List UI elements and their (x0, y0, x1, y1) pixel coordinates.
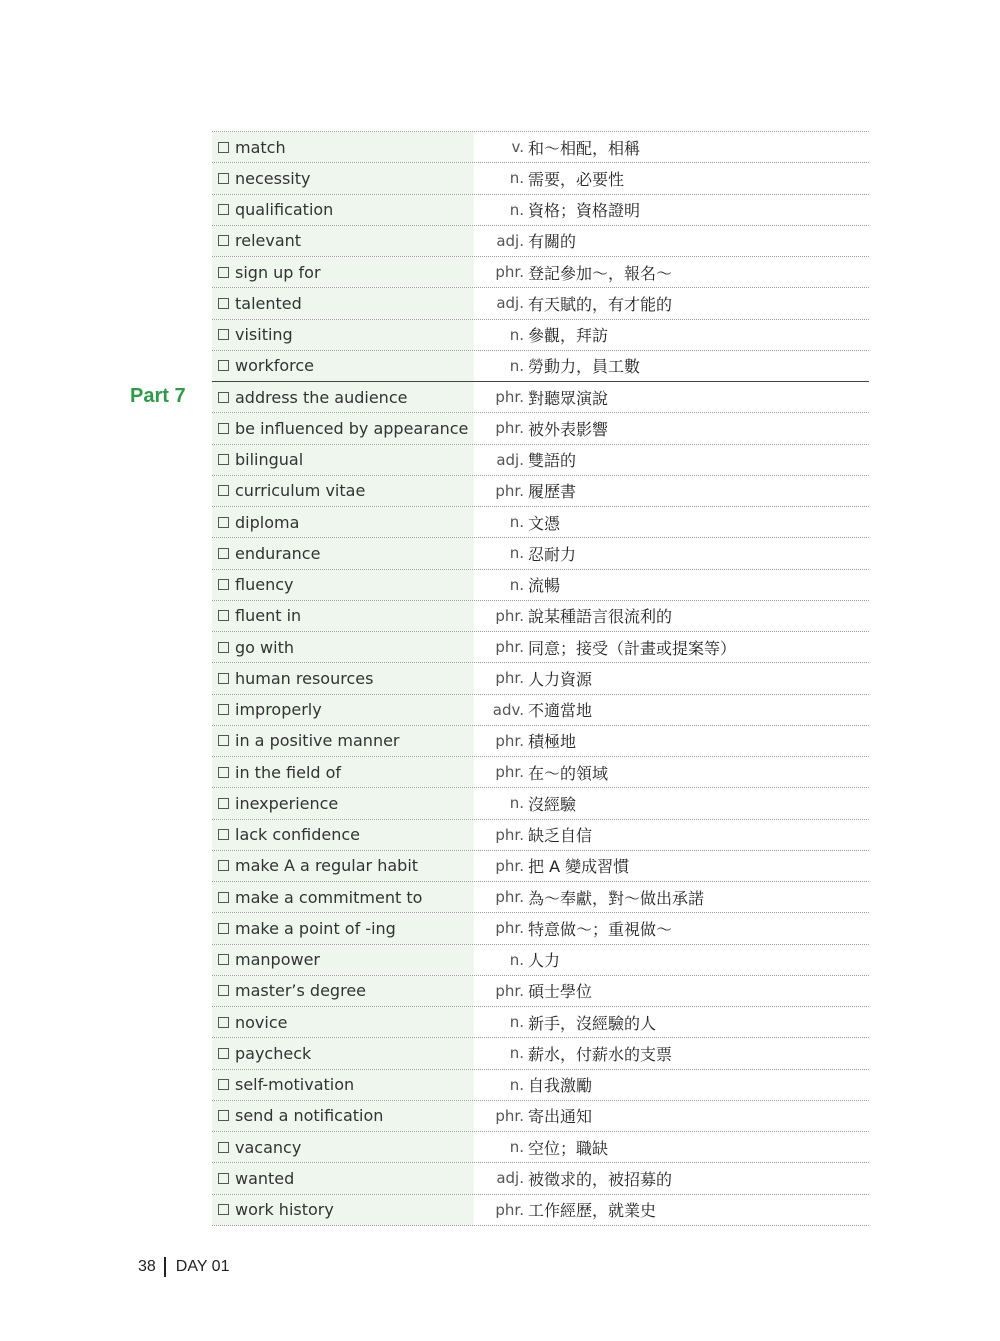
vocab-row (212, 726, 869, 757)
vocab-row (212, 351, 869, 382)
part-of-speech: phr. (495, 388, 524, 407)
term-cell (212, 882, 474, 912)
vocab-row (212, 1101, 869, 1132)
term-text: sign up for (235, 262, 321, 282)
term-cell (212, 163, 474, 193)
term-cell (212, 820, 474, 850)
checkbox-icon[interactable] (218, 298, 229, 309)
term-text: improperly (235, 700, 322, 720)
checkbox-icon[interactable] (218, 1173, 229, 1184)
term-cell (212, 1038, 474, 1068)
part-of-speech: phr. (495, 763, 524, 782)
definition: 雙語的 (528, 451, 577, 471)
definition: 把 A 變成習慣 (528, 857, 630, 877)
definition: 參觀，拜訪 (528, 326, 609, 346)
checkbox-icon[interactable] (218, 954, 229, 965)
part-of-speech: phr. (495, 1106, 524, 1125)
part-of-speech: n. (509, 1044, 524, 1063)
definition: 同意；接受（計畫或提案等） (528, 638, 737, 658)
vocab-row (212, 913, 869, 944)
definition: 履歷書 (528, 482, 577, 502)
term-cell (212, 976, 474, 1006)
vocab-row (212, 476, 869, 507)
definition: 積極地 (528, 732, 577, 752)
checkbox-icon[interactable] (218, 642, 229, 653)
vocab-row (212, 226, 869, 257)
footer-divider (164, 1257, 166, 1277)
term-text: in the field of (235, 762, 342, 782)
part-of-speech: n. (509, 1075, 524, 1094)
term-cell (212, 1163, 474, 1193)
term-text: human resources (235, 668, 374, 688)
part-of-speech: n. (509, 200, 524, 219)
term-text: send a notification (235, 1106, 384, 1126)
term-text: manpower (235, 950, 320, 970)
checkbox-icon[interactable] (218, 517, 229, 528)
part-of-speech: phr. (495, 981, 524, 1000)
definition: 忍耐力 (528, 544, 577, 564)
vocab-row (212, 632, 869, 663)
term-text: necessity (235, 168, 311, 188)
term-text: paycheck (235, 1043, 312, 1063)
term-text: work history (235, 1200, 334, 1220)
vocab-row (212, 945, 869, 976)
term-text: be influenced by appearance (235, 418, 469, 438)
definition: 有關的 (528, 232, 577, 252)
part-of-speech: n. (509, 1138, 524, 1157)
term-cell (212, 538, 474, 568)
checkbox-icon[interactable] (218, 1110, 229, 1121)
vocab-row (212, 976, 869, 1007)
checkbox-icon[interactable] (218, 579, 229, 590)
definition: 為～奉獻，對～做出承諾 (528, 888, 705, 908)
part-of-speech: phr. (495, 669, 524, 688)
part-of-speech: n. (509, 513, 524, 532)
checkbox-icon[interactable] (218, 767, 229, 778)
term-cell (212, 945, 474, 975)
vocab-row (212, 257, 869, 288)
definition: 說某種語言很流利的 (528, 607, 673, 627)
vocab-row (212, 195, 869, 226)
term-cell (212, 351, 474, 381)
term-text: novice (235, 1012, 288, 1032)
term-text: vacancy (235, 1137, 302, 1157)
vocab-row (212, 413, 869, 444)
checkbox-icon[interactable] (218, 454, 229, 465)
part-of-speech: adj. (496, 294, 524, 313)
term-cell (212, 1070, 474, 1100)
definition: 需要，必要性 (528, 169, 625, 189)
term-cell (212, 445, 474, 475)
part-of-speech: n. (509, 356, 524, 375)
term-cell (212, 788, 474, 818)
term-cell (212, 507, 474, 537)
definition: 被外表影響 (528, 419, 609, 439)
definition: 寄出通知 (528, 1107, 593, 1127)
part-of-speech: phr. (495, 263, 524, 282)
term-text: qualification (235, 200, 334, 220)
term-text: make a point of -ing (235, 918, 396, 938)
term-text: address the audience (235, 387, 408, 407)
term-cell (212, 320, 474, 350)
checkbox-icon[interactable] (218, 329, 229, 340)
vocab-row (212, 320, 869, 351)
checkbox-icon[interactable] (218, 173, 229, 184)
page-number: 38 (138, 1258, 156, 1275)
definition: 碩士學位 (528, 982, 593, 1002)
definition: 工作經歷，就業史 (528, 1201, 657, 1221)
vocab-row (212, 445, 869, 476)
checkbox-icon[interactable] (218, 548, 229, 559)
part-of-speech: n. (509, 794, 524, 813)
term-cell (212, 1007, 474, 1037)
checkbox-icon[interactable] (218, 392, 229, 403)
term-text: bilingual (235, 450, 304, 470)
checkbox-icon[interactable] (218, 1142, 229, 1153)
definition: 沒經驗 (528, 794, 577, 814)
checkbox-icon[interactable] (218, 860, 229, 871)
term-text: master’s degree (235, 981, 366, 1001)
part-of-speech: phr. (495, 606, 524, 625)
term-cell (212, 851, 474, 881)
definition: 文憑 (528, 513, 561, 533)
definition: 有天賦的，有才能的 (528, 294, 673, 314)
definition: 自我激勵 (528, 1076, 593, 1096)
term-cell (212, 382, 474, 412)
part-of-speech: n. (509, 325, 524, 344)
part-of-speech: n. (509, 950, 524, 969)
part-of-speech: phr. (495, 419, 524, 438)
checkbox-icon[interactable] (218, 610, 229, 621)
vocab-row (212, 1132, 869, 1163)
part-of-speech: n. (509, 544, 524, 563)
vocab-row (212, 757, 869, 788)
part-of-speech: v. (511, 138, 524, 157)
term-cell (212, 132, 474, 162)
term-text: diploma (235, 512, 300, 532)
definition: 流暢 (528, 576, 561, 596)
day-label: DAY 01 (175, 1258, 230, 1275)
term-text: relevant (235, 231, 302, 251)
term-cell (212, 1132, 474, 1162)
checkbox-icon[interactable] (218, 985, 229, 996)
definition: 被徵求的，被招募的 (528, 1169, 673, 1189)
term-cell (212, 226, 474, 256)
vocab-row (212, 507, 869, 538)
term-text: fluency (235, 575, 294, 595)
checkbox-icon[interactable] (218, 798, 229, 809)
checkbox-icon[interactable] (218, 1017, 229, 1028)
term-cell (212, 632, 474, 662)
part-of-speech: n. (509, 1013, 524, 1032)
checkbox-icon[interactable] (218, 267, 229, 278)
vocab-row (212, 1195, 869, 1226)
definition: 對聽眾演說 (528, 388, 609, 408)
term-cell (212, 726, 474, 756)
definition: 在～的領域 (528, 763, 609, 783)
checkbox-icon[interactable] (218, 235, 229, 246)
vocab-row (212, 820, 869, 851)
term-cell (212, 257, 474, 287)
definition: 特意做～；重視做～ (528, 919, 673, 939)
checkbox-icon[interactable] (218, 829, 229, 840)
term-cell (212, 1195, 474, 1225)
part-of-speech: phr. (495, 825, 524, 844)
checkbox-icon[interactable] (218, 142, 229, 153)
definition: 人力 (528, 951, 561, 971)
vocab-row (212, 601, 869, 632)
vocab-row (212, 570, 869, 601)
definition: 人力資源 (528, 669, 593, 689)
definition: 勞動力，員工數 (528, 357, 641, 377)
definition: 空位；職缺 (528, 1138, 609, 1158)
term-text: self-motivation (235, 1075, 355, 1095)
checkbox-icon[interactable] (218, 423, 229, 434)
vocab-row (212, 1163, 869, 1194)
part-of-speech: phr. (495, 638, 524, 657)
checkbox-icon[interactable] (218, 735, 229, 746)
checkbox-icon[interactable] (218, 485, 229, 496)
checkbox-icon[interactable] (218, 1079, 229, 1090)
term-text: curriculum vitae (235, 481, 366, 501)
term-cell (212, 663, 474, 693)
term-cell (212, 288, 474, 318)
term-cell (212, 601, 474, 631)
part-of-speech: phr. (495, 888, 524, 907)
vocab-row (212, 788, 869, 819)
term-text: match (235, 137, 286, 157)
term-cell (212, 913, 474, 943)
term-text: visiting (235, 325, 293, 345)
definition: 薪水，付薪水的支票 (528, 1044, 673, 1064)
term-cell (212, 1101, 474, 1131)
term-text: workforce (235, 356, 315, 376)
term-cell (212, 757, 474, 787)
term-text: lack confidence (235, 825, 360, 845)
definition: 不適當地 (528, 701, 593, 721)
definition: 和～相配，相稱 (528, 138, 641, 158)
part-of-speech: phr. (495, 856, 524, 875)
vocab-row (212, 538, 869, 569)
vocab-row (212, 1070, 869, 1101)
vocab-row (212, 1038, 869, 1069)
definition: 新手，沒經驗的人 (528, 1013, 657, 1033)
part-of-speech: n. (509, 169, 524, 188)
part-of-speech: phr. (495, 919, 524, 938)
term-cell (212, 413, 474, 443)
vocab-row (212, 381, 869, 413)
definition: 資格；資格證明 (528, 201, 641, 221)
part-of-speech: n. (509, 575, 524, 594)
term-cell (212, 195, 474, 225)
vocab-row (212, 882, 869, 913)
vocab-row (212, 163, 869, 194)
checkbox-icon[interactable] (218, 923, 229, 934)
section-label-part-7: Part 7 (130, 385, 186, 407)
checkbox-icon[interactable] (218, 1204, 229, 1215)
part-of-speech: adj. (496, 231, 524, 250)
vocab-row (212, 288, 869, 319)
definition: 缺乏自信 (528, 826, 593, 846)
part-of-speech: adj. (496, 1169, 524, 1188)
term-text: endurance (235, 543, 321, 563)
vocab-row (212, 1007, 869, 1038)
part-of-speech: phr. (495, 481, 524, 500)
checkbox-icon[interactable] (218, 673, 229, 684)
term-text: make a commitment to (235, 887, 423, 907)
term-text: go with (235, 637, 294, 657)
term-text: make A a regular habit (235, 856, 419, 876)
checkbox-icon[interactable] (218, 1048, 229, 1059)
term-text: inexperience (235, 793, 339, 813)
term-text: in a positive manner (235, 731, 400, 751)
part-of-speech: phr. (495, 731, 524, 750)
page-footer (138, 1257, 229, 1277)
checkbox-icon[interactable] (218, 704, 229, 715)
vocab-row (212, 132, 869, 163)
checkbox-icon[interactable] (218, 892, 229, 903)
part-of-speech: adj. (496, 450, 524, 469)
term-text: fluent in (235, 606, 302, 626)
vocab-row (212, 695, 869, 726)
term-text: wanted (235, 1168, 295, 1188)
checkbox-icon[interactable] (218, 360, 229, 371)
term-cell (212, 695, 474, 725)
definition: 登記參加～，報名～ (528, 263, 673, 283)
term-text: talented (235, 293, 302, 313)
vocab-row (212, 851, 869, 882)
vocabulary-table (212, 131, 869, 1226)
part-of-speech: phr. (495, 1200, 524, 1219)
term-cell (212, 476, 474, 506)
term-cell (212, 570, 474, 600)
part-of-speech: adv. (492, 700, 524, 719)
vocab-row (212, 663, 869, 694)
checkbox-icon[interactable] (218, 204, 229, 215)
